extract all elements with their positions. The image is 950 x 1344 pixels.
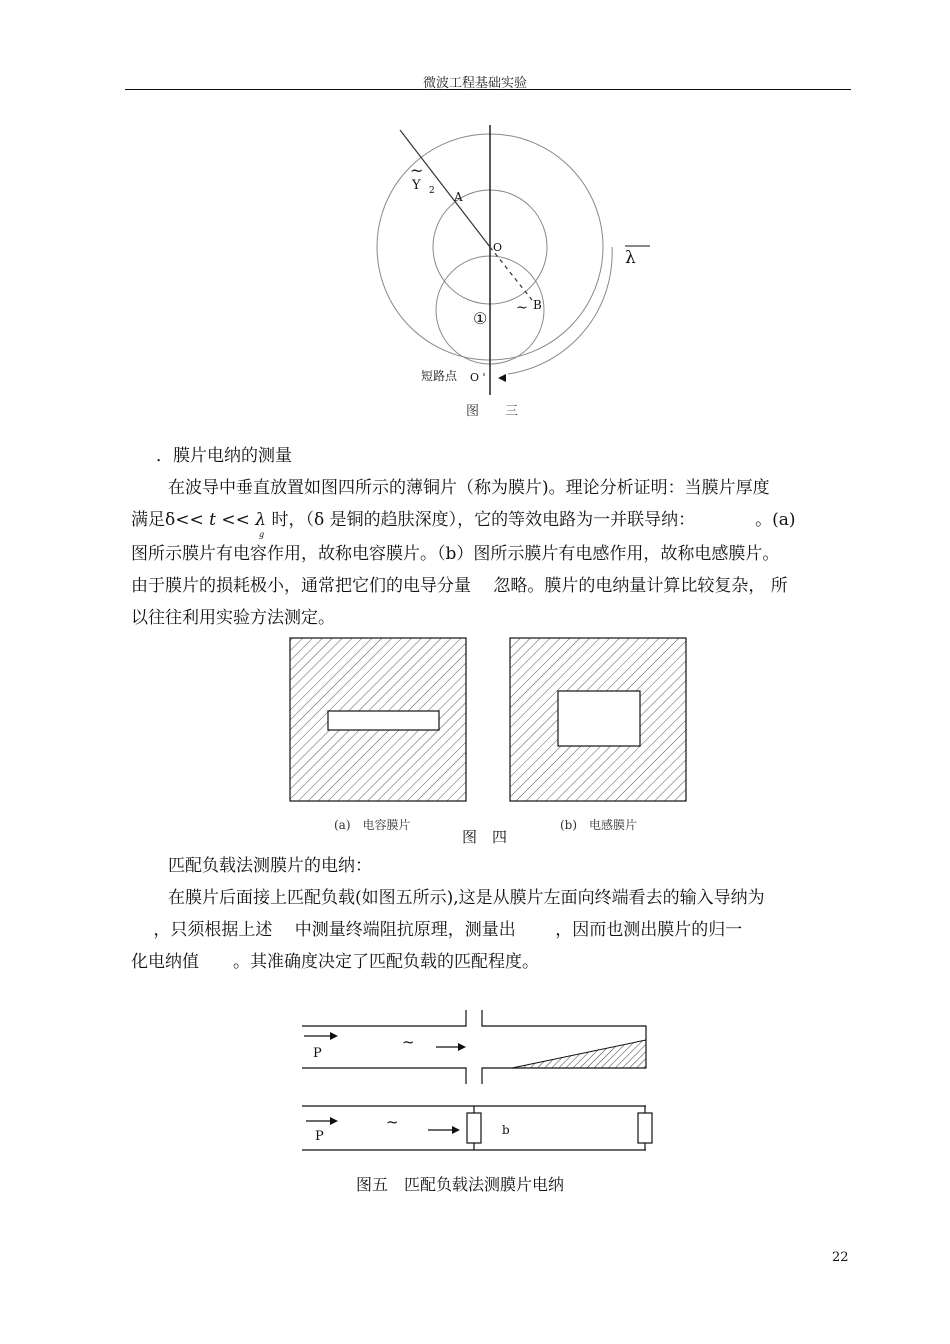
line2-part-d: 。(a) [755,510,796,530]
tilde-mark-y2: ~ [410,161,424,180]
inductive-window [558,691,640,746]
line2-part-a: 满足δ [131,510,176,530]
figure-4-caption: 图 四 [462,828,508,846]
paragraph2-line1: 在膜片后面接上匹配负载(如图五所示),这是从膜片左面向终端看去的输入导纳为 [168,888,765,908]
label-lambda: λ [625,248,636,268]
figure-4-caption-a: (a) 电容膜片 [334,818,411,832]
dashed-line [490,247,532,300]
label-a: A [454,190,463,204]
header-rule [125,89,851,90]
matched-load-wedge [512,1040,646,1068]
capacitive-slot [328,711,439,730]
label-short-point: 短路点 [421,369,458,383]
page-header: 微波工程基础实验 [422,76,527,91]
paragraph2-line3: 化电纳值 。其准确度决定了匹配负载的匹配程度。 [131,952,539,972]
arc-arrowhead [498,374,506,382]
label-y2: Y [412,178,421,193]
figure-4 [285,634,695,810]
tilde-mark-b: ~ [516,300,528,316]
arrowhead-power-top [330,1032,338,1040]
paragraph1-line1: 在波导中垂直放置如图四所示的薄铜片（称为膜片)。理论分析证明：当膜片厚度 [168,478,770,498]
label-circle-1: ① [473,309,488,328]
paragraph2-line2: ，只须根据上述 中测量终端阻抗原理，测量出 ，因而也测出膜片的归一 [131,920,743,940]
label-y2-subscript: 2 [429,186,435,196]
tilde-bottom: ~ [386,1113,399,1131]
arrowhead-input-bottom [452,1126,460,1134]
waveguide-bottom-wall-left [302,1068,466,1084]
paragraph1-line3: 图所示膜片有电容作用，故称电容膜片。（b）图所示膜片有电感作用，故称电感膜片。 [131,544,780,564]
tilde-top: ~ [402,1033,415,1051]
arrowhead-input-top [458,1043,466,1051]
figure-3 [360,120,660,420]
line2-inequality: << t << λ [175,510,267,530]
figure-5 [295,1005,655,1165]
arrowhead-power-bottom [330,1117,338,1125]
figure-4-caption-b: (b) 电感膜片 [560,818,638,832]
page-number: 22 [832,1250,849,1265]
line2-part-c: 时，（δ 是铜的趋肤深度），它的等效电路为一并联导纳： [266,510,696,530]
paragraph1-line5: 以往往利用实验方法测定。 [131,608,335,628]
load-resistor [638,1113,652,1143]
figure-3-caption: 图 三 [466,404,519,419]
label-o: O [493,241,503,254]
label-b: b [502,1123,510,1137]
figure-5-caption: 图五 匹配负载法测膜片电纳 [356,1175,565,1194]
paragraph1-line2 [131,504,796,536]
section2-title: 匹配负载法测膜片的电纳： [168,856,372,876]
lambda-g-subscript: g [259,530,265,539]
label-p-top: P [313,1046,322,1061]
label-b: B [533,298,542,312]
waveguide-top-wall-left [302,1010,466,1026]
label-o-prime: O ' [470,371,486,384]
waveguide-bottom-wall-right [482,1068,646,1084]
label-p-bottom: P [315,1129,324,1144]
shunt-admittance [467,1113,481,1143]
paragraph1-line4: 由于膜片的损耗极小，通常把它们的电导分量 忽略。膜片的电纳量计算比较复杂， 所 [131,576,788,596]
section-title: ．膜片电纳的测量 [156,446,292,466]
